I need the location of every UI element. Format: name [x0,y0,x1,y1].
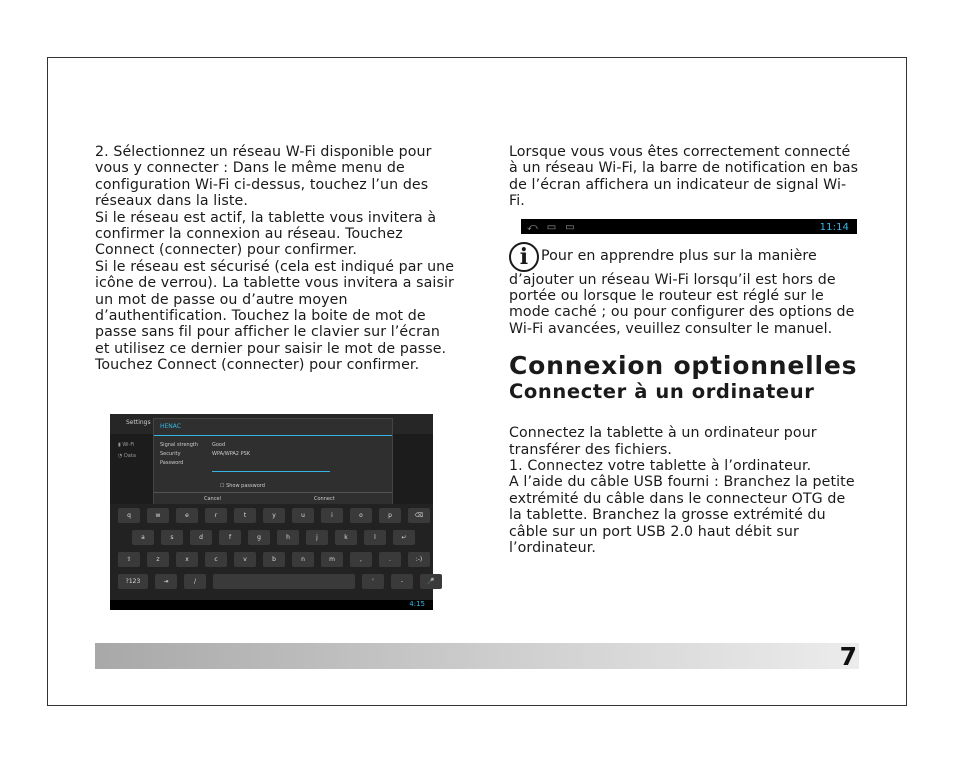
keyboard-key[interactable]: e [176,508,198,523]
info-icon: i [509,242,539,272]
keyboard-key[interactable]: / [184,574,206,589]
keyboard-key[interactable]: ' [362,574,384,589]
paragraph-wifi-connected: Lorsque vous vous êtes correctement connecté à un réseau Wi-Fi, la barre de notification en bas de l’écran affichera un indicateur de signal Wi-Fi. [509,144,859,210]
status-clock: 11:14 [819,221,849,233]
keyboard-key[interactable] [213,574,355,589]
dialog-row-value: WPA/WPA2 PSK [212,451,251,457]
keyboard-key[interactable]: q [118,508,140,523]
keyboard-key[interactable]: h [277,530,299,545]
paragraph-network-secured: Si le réseau est sécurisé (cela est indiqué par une icône de verrou). La tablette vous invitera a saisir un mot de passe ou d’autre moyen d’authentification. Touchez la boite de mot de passe sans fil pour afficher le clavier sur l’écran et utilisez ce dernier pour saisir le mot de passe. Touchez Connect (connecter) pour confirmer. [95,258,455,374]
dialog-network-name: HENAC [160,423,181,430]
keyboard-key[interactable]: w [147,508,169,523]
keyboard-key[interactable]: ⌫ [408,508,430,523]
keyboard-key[interactable]: v [234,552,256,567]
paragraph-select-network: 2. Sélectionnez un réseau W-Fi disponible pour vous y connecter : Dans le même menu de configuration Wi-Fi ci-dessus, touchez l’un des réseaux dans la liste. [95,144,432,210]
password-input[interactable] [212,471,330,472]
tablet-system-bar [110,600,433,610]
keyboard-key[interactable]: ?123 [118,574,148,589]
keyboard-key[interactable]: f [219,530,241,545]
keyboard-key[interactable]: , [350,552,372,567]
footer-bar [95,643,859,669]
keyboard-key[interactable]: a [132,530,154,545]
paragraph-usb-cable: A l’aide du câble USB fourni : Branchez la petite extrémité du câble dans le connecteur OTG de la tablette. Branchez la grosse extrémité du câble sur un port USB 2.0 haut débit sur l’ordinateur. [509,474,855,557]
left-column [95,144,455,374]
dialog-row-label: Security [160,451,181,457]
paragraph-network-active: Si le réseau est actif, la tablette vous invitera à confirmer la connexion au réseau. Touchez Connect (connecter) pour confirmer. [95,209,437,259]
keyboard-key[interactable]: 🎤 [420,574,442,589]
keyboard-key[interactable]: ⇧ [118,552,140,567]
dialog-row-label: Signal strength [160,442,199,448]
paragraph-step-one: 1. Connectez votre tablette à l’ordinateur. [509,458,812,475]
keyboard-key[interactable]: t [234,508,256,523]
connect-button[interactable]: Connect [314,496,335,502]
section-subheading: Connecter à un ordinateur [509,380,815,404]
dialog-title-divider [154,435,392,436]
paragraph-connect-computer: Connectez la tablette à un ordinateur pour transférer des fichiers. [509,425,817,458]
keyboard-key[interactable]: ↵ [393,530,415,545]
show-password-label: Show password [226,483,265,489]
keyboard-key[interactable]: s [161,530,183,545]
keyboard-key[interactable]: u [292,508,314,523]
keyboard-key[interactable]: . [379,552,401,567]
wifi-connect-dialog [153,418,393,506]
info-text: Pour en apprendre plus sur la manière d’ajouter un réseau Wi-Fi lorsqu’il est hors de portée ou lorsque le routeur est réglé sur le mode caché ; ou pour configurer des options de Wi-Fi avancées, veuillez consulter le manuel. [509,247,855,337]
keyboard-key[interactable]: p [379,508,401,523]
keyboard-key[interactable]: x [176,552,198,567]
keyboard-key[interactable]: l [364,530,386,545]
page-number: 7 [839,642,857,671]
keyboard-key[interactable]: r [205,508,227,523]
keyboard-key[interactable]: b [263,552,285,567]
keyboard-key[interactable]: y [263,508,285,523]
keyboard-key[interactable]: j [306,530,328,545]
nav-buttons-icon: ⤺▭▭ [527,221,584,233]
settings-list-item: ▮ Wi-Fi [118,442,135,448]
keyboard-key[interactable]: :-) [408,552,430,567]
dialog-row-password [160,460,183,466]
show-password-checkbox[interactable]: ☐ Show password [220,483,265,489]
keyboard-key[interactable]: k [335,530,357,545]
dialog-row-label: Password [160,460,184,466]
keyboard-key[interactable]: d [190,530,212,545]
keyboard-key[interactable]: o [350,508,372,523]
dialog-row-value: Good [212,442,226,448]
dialog-row-signal [160,442,226,448]
settings-list-item: ◔ Data [118,453,136,459]
keyboard-key[interactable]: c [205,552,227,567]
tablet-clock: 4:15 [409,600,425,608]
on-screen-keyboard [110,504,433,600]
cancel-button[interactable]: Cancel [204,496,221,502]
keyboard-key[interactable]: ⇥ [155,574,177,589]
right-column [509,144,859,557]
notification-bar-screenshot [521,219,857,234]
keyboard-key[interactable]: i [321,508,343,523]
tablet-screenshot [110,414,433,610]
keyboard-key[interactable]: z [147,552,169,567]
section-heading: Connexion optionnelles [509,351,858,381]
keyboard-key[interactable]: g [248,530,270,545]
keyboard-key[interactable]: m [321,552,343,567]
dialog-row-security [160,451,251,457]
keyboard-key[interactable]: - [391,574,413,589]
info-note [509,242,859,338]
tablet-settings-list [118,440,136,462]
tablet-settings-label: Settings [126,419,151,426]
keyboard-key[interactable]: n [292,552,314,567]
